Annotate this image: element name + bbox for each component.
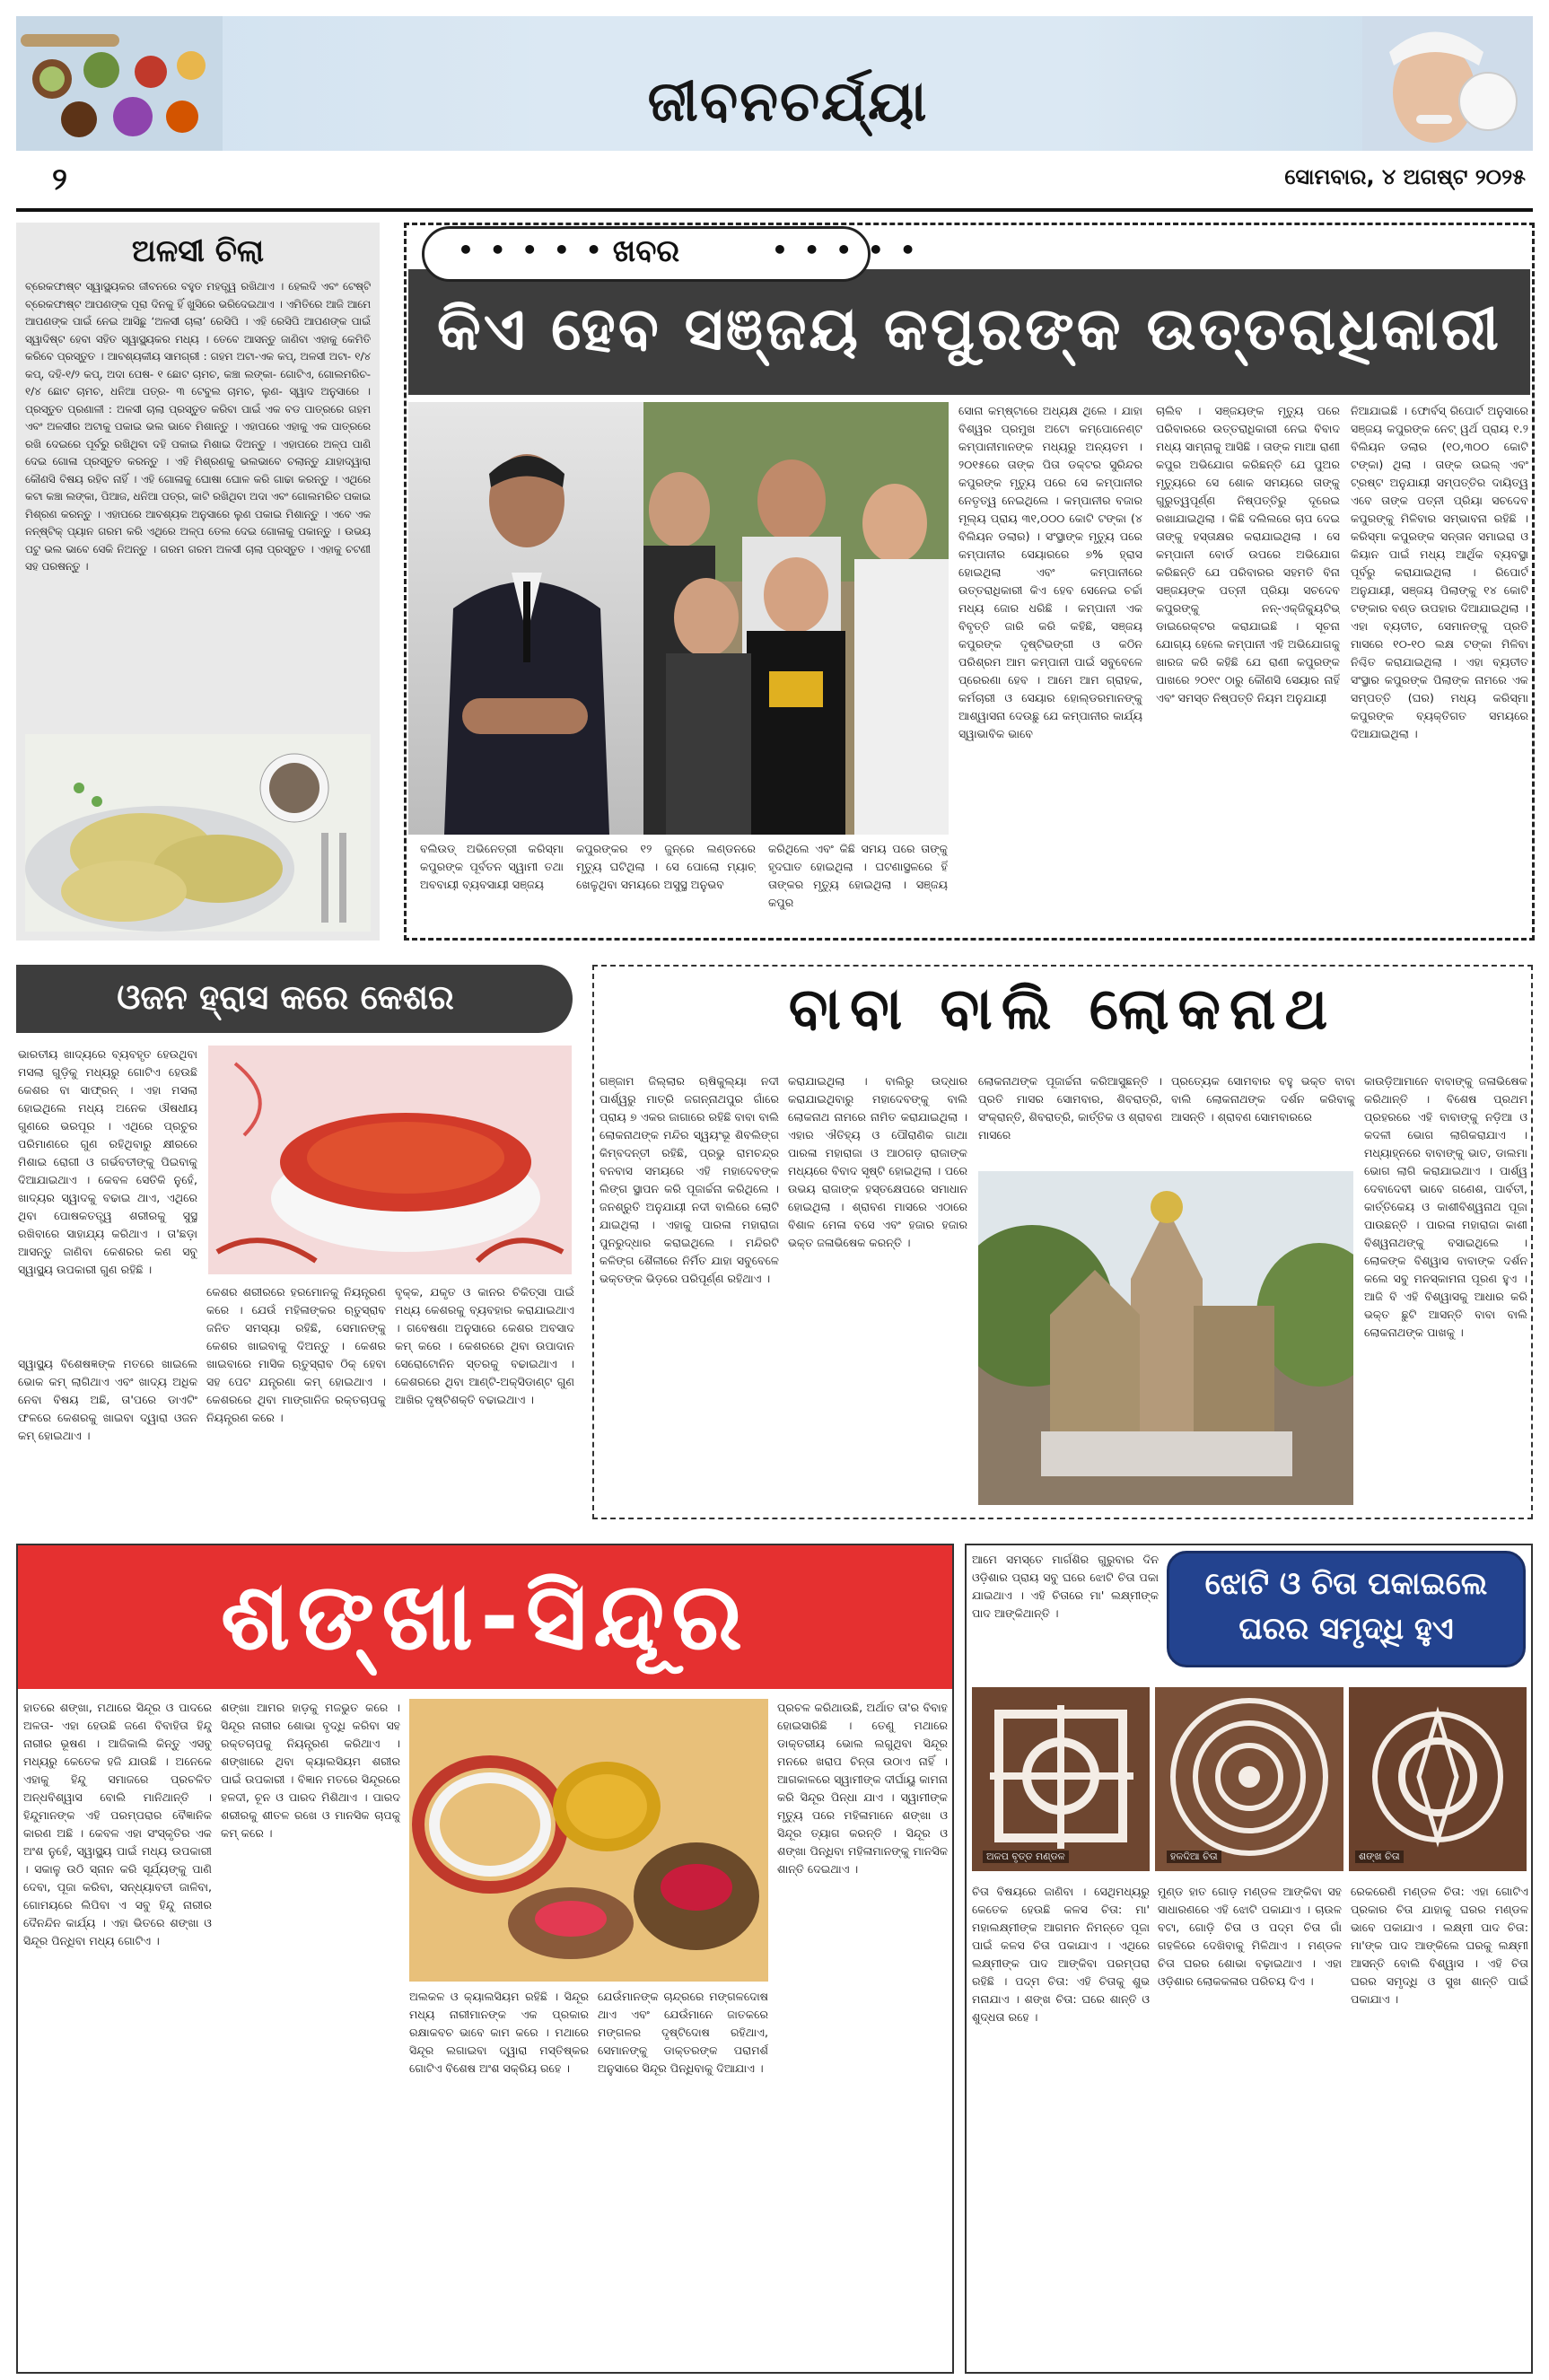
shankha-sindura-title: ଶଙ୍ଖା-ସିନ୍ଦୂର [220, 1562, 750, 1671]
saffron-photo [208, 1046, 572, 1274]
food-illustration [16, 16, 223, 151]
news-caption-column-c: କରିଥିଲେ ଏବଂ କିଛି ସମୟ ପରେ ତାଙ୍କୁ ହୃଦଘାତ ହୋଇଥିଲା । ଘଟଣାସ୍ଥଳରେ ହିଁ ତାଙ୍କର ମୃତ୍ୟୁ ହୋଇଥିଲା । ସଞ୍ଜୟ କପୁର [768, 842, 948, 909]
jhoti-photo-caption-2: ହଳଦିଆ ଚିତା [1167, 1851, 1221, 1863]
kesar-column-middle: କେଶର ଶରୀରରେ ହରମୋନକୁ ନିୟନ୍ତ୍ରଣ କରେ । ଯେଉଁ ମହିଳାଙ୍କର ଋତୁସ୍ରାବ ଜନିତ ସମସ୍ୟା ରହିଛି, ସେମାନଙ୍କୁ କେଶର ଖାଇବାକୁ ଦିଅନ୍ତୁ । କେଶର ଖାଇବାରେ ମାସିକ ଋତୁସ୍ରାବ ଠିକ୍‌ ହେବା ସହ ପେଟ ଯନ୍ତ୍ରଣା କମ୍‌ ହୋଇଥାଏ । କେଶରରେ ଥିବା ମାଙ୍ଗାନିଜ ରକ୍ତଚାପକୁ ନିୟନ୍ତ୍ରଣ କରେ । [206, 1285, 386, 1424]
alsi-chila-section [16, 223, 380, 941]
jhoti-title-line-2: ଘରର ସମୃଦ୍ଧି ହୁଏ [1238, 1611, 1454, 1647]
news-headline: କିଏ ହେବ ସଞ୍ଜୟ କପୁରଙ୍କ ଉତ୍ତରାଧିକାରୀ [437, 294, 1501, 363]
alsi-title: ଅଳସୀ ଚିଲା [131, 233, 265, 269]
jhoti-column-2: ମୁଣ୍ଡ ହାତ ଗୋଡ଼ ମଣ୍ଡଳ ଆଙ୍କିବା ସହ ସାଧାରଣରେ ଏହି ଝୋଟି ପକାଯାଏ । ଚାଉଳ ବଟା, ଗୋଡ଼ି ଚିତା ଓ ପଦ୍ମ ଚିତା ଗାଁ ଗହଳିରେ ଦେଖିବାକୁ ମିଳିଥାଏ । ମଣ୍ଡଳ ଚିତା ଘରର ଶୋଭା ବଢ଼ାଇଥାଏ । ଏହା ଓଡ଼ିଶାର ଲୋକକଳାର ପରିଚୟ ଦିଏ । [1158, 1885, 1342, 1988]
kicker-dots-left: • • • • • [458, 235, 606, 265]
baba-column-1: ଗଞ୍ଜାମ ଜିଲ୍ଲାର ଋଷିକୁଲ୍ୟା ନଦୀ ପାର୍ଶ୍ୱରୁ ମାତ୍ରି ଜଗନ୍ନାଥପୁର ଗାଁରେ ପ୍ରାୟ ୭ ଏକର ଜାଗାରେ ରହିଛି ବାବା ବାଲି ଲୋକନାଥଙ୍କ ମନ୍ଦିର ସ୍ୱୟଂଭୂ ଶିବଲିଙ୍ଗ କିମ୍ବଦନ୍ତୀ ରହିଛି, ପ୍ରଭୁ ରାମଚନ୍ଦ୍ର ବନବାସ ସମୟରେ ଏହି ମହାଦେବଙ୍କ ଲିଙ୍ଗ ସ୍ଥାପନ କରି ପୂଜାର୍ଚ୍ଚନା କରିଥିଲେ । ଜନଶ୍ରୁତି ଅନୁଯାୟୀ ନଦୀ ବାଲିରେ ଲୋଟି ଯାଇଥିଲା । ଏହାକୁ ପାରଳା ମହାରାଜା ପୁନରୁଦ୍ଧାର କରାଇଥିଲେ । ମନ୍ଦିରଟି କଳିଙ୍ଗ ଶୈଳୀରେ ନିର୍ମିତ ଯାହା ସବୁବେଳେ ଭକ୍ତଙ୍କ ଭିଡ଼ରେ ପରିପୂର୍ଣ୍ଣ ରହିଥାଏ । [599, 1074, 779, 1285]
jhoti-column-3: ରେକରେଣି ମଣ୍ଡଳ ଚିତା: ଏହା ଗୋଟିଏ ପ୍ରକାର ଚିତା ଯାହାକୁ ଘରର ମଣ୍ଡଳ ଭାବେ ପକାଯାଏ । ଲକ୍ଷ୍ମୀ ପାଦ ଚିତା: ମା'ଙ୍କ ପାଦ ଆଙ୍କିଲେ ଘରକୁ ଲକ୍ଷ୍ମୀ ଆସନ୍ତି ବୋଲି ବିଶ୍ୱାସ । ଏହି ଚିତା ଘରର ସମୃଦ୍ଧି ଓ ସୁଖ ଶାନ୍ତି ପାଇଁ ପକାଯାଏ । [1351, 1885, 1528, 2006]
section-title: ଜୀବନଚର୍ଯ୍ୟା [647, 68, 929, 134]
baba-column-4: ପ୍ରତ୍ୟେକ ସୋମବାର ବହୁ ଭକ୍ତ ବାବା ବାଲି ଲୋକନାଥଙ୍କ ଦର୍ଶନ କରିବାକୁ ଆସନ୍ତି । ଶ୍ରାବଣ ସୋମବାରରେ [1171, 1074, 1355, 1124]
alsi-text: ବ୍ରେକଫାଷ୍ଟ ସ୍ୱାସ୍ଥ୍ୟକର ଜୀବନରେ ବହୁତ ମହତ୍ତ୍ୱ ରଖିଥାଏ । ହେଲଦି ଏବଂ ଟେଷ୍ଟି ବ୍ରେକଫାଷ୍ଟ ଆପଣଙ୍କ ପୂରା ଦିନକୁ ହିଁ ଖୁସିରେ ଭରିଦେଇଥାଏ । ଏମିତିରେ ଆଜି ଆମେ ଆପଣଙ୍କ ପାଇଁ ନେଇ ଆସିଛୁ ‘ଅଳସୀ ଚାଲା’ ରେସିପି । ଏହି ରେସିପି ଆପଣଙ୍କ ପାଇଁ ସ୍ୱାଦିଷ୍ଟ ହେବା ସହିତ ସ୍ୱାସ୍ଥ୍ୟକର ମଧ୍ୟ । ତେବେ ଆସନ୍ତୁ ଜାଣିବା ଏହାକୁ କେମିତି କରିବେ ପ୍ରସ୍ତୁତ । ଆବଶ୍ୟକୀୟ ସାମଗ୍ରୀ : ଗହମ ଅଟା-ଏକ କପ୍‌, ଅଳସୀ ଅଟା- ୧/୪ କପ୍‌, ଦହି-୧/୨ କପ୍‌, ଅଦା ପେଷ- ୧ ଛୋଟ ଚାମଚ, କଞ୍ଚା ଲଙ୍କା- ଗୋଟିଏ, ଗୋଲମରିଚ- ୧/୪ ଛୋଟ ଚାମଚ, ଧନିଆ ପତ୍ର- ୩ ଟେବୁଲ ଚାମଚ, ଲୁଣ- ସ୍ୱାଦ ଅନୁସାରେ । ପ୍ରସ୍ତୁତ ପ୍ରଣାଳୀ : ଅଳସୀ ଚାଲା ପ୍ରସ୍ତୁତ କରିବା ପାଇଁ ଏକ ବଡ ପାତ୍ରରେ ଗହମ ଏବଂ ଅଳସୀର ଅଟାକୁ ପକାଇ ଭଲ ଭାବେ ମିଶାନ୍ତୁ । ଏହାପରେ ଏହାକୁ ଏକ ପାତ୍ରରେ ରଖି ଦେଇରେ ପୂର୍ବରୁ ରଖିଥିବା ଦହି ପକାଇ ମିଶାଇ ଦିଅନ୍ତୁ । ଏହାପରେ ଅଳ୍ପ ପାଣି ଦେଇ ଗୋଳା ପ୍ରସ୍ତୁତ କରନ୍ତୁ । ଏହି ମିଶ୍ରଣକୁ ଭଲଭାବେ ଚଲାନ୍ତୁ ଯାହାଦ୍ୱାରା କୌଣସି ବିଷୟ ରହିବ ନାହିଁ । ଏହି ଗୋଳାକୁ ଘୋଷା ଘୋଳ କରି ଗାଢା କରନ୍ତୁ । ଏଥିରେ କଟା କଞ୍ଚା ଲଙ୍କା, ପିଆଜ, ଧନିଆ ପତ୍ର, କାଟି ରଖିଥିବା ଅଦା ଏବଂ ଗୋଲମରିଚ ପକାଇ ମିଶ୍ରଣ କରନ୍ତୁ । ଏହାପରେ ଆବଶ୍ୟକ ଅନୁସାରେ ଲୁଣ ପକାଇ ମିଶାନ୍ତୁ । ଏବେ ଏକ ନନ୍‌ଷ୍ଟିକ୍‌ ପ୍ୟାନ ଗରମ କରି ଏଥିରେ ଅଳ୍ପ ତେଲ ଦେଇ ଗୋଳାକୁ ପକାନ୍ତୁ । ଉଭୟ ପଟୁ ଭଲ ଭାବେ ସେକି ନିଅନ୍ତୁ । ଗରମ ଗରମ ଅଳସୀ ଚାଲା ପ୍ରସ୍ତୁତ । ଏହାକୁ ଚଟଣୀ ସହ ପରଷନ୍ତୁ । [25, 280, 371, 573]
jhoti-photo-caption-1: ଅଳପ ବୃତ୍ତ ମଣ୍ଡଳ [983, 1851, 1069, 1863]
baba-lokanath-title: ବାବା ବାଲି ଲୋକନାଥ [788, 976, 1337, 1043]
shankha-column-3: ଅଲକଳ ଓ କ୍ୟାଲସିୟମ ରହିଛି । ସିନ୍ଦୂର ମଧ୍ୟ ନାରୀମାନଙ୍କ ଏକ ପ୍ରକାର ରକ୍ଷାକବଚ ଭାବେ କାମ କରେ । ମଥାରେ ସିନ୍ଦୂର ଲଗାଇବା ଦ୍ୱାରା ମସ୍ତିଷ୍କର ଗୋଟିଏ ବିଶେଷ ଅଂଶ ସକ୍ରିୟ ରହେ । [409, 1990, 589, 2075]
kesar-column-right: ବୃକ୍କ, ଯକୃତ ଓ କାନର ଚିକିତ୍ସା ପାଇଁ ମଧ୍ୟ କେଶରକୁ ବ୍ୟବହାର କରାଯାଇଥାଏ । ଗବେଷଣା ଅନୁସାରେ କେଶର ଅବସାଦ କମ୍‌ କରେ । କେଶରରେ ଥିବା ଉପାଦାନ ସେରୋଟୋନିନ ସ୍ତରକୁ ବଢାଇଥାଏ । କେଶରରେ ଥିବା ଆଣ୍ଟି-ଅକ୍ସିଡାଣ୍ଟ ଗୁଣ ଆଖିର ଦୃଷ୍ଟିଶକ୍ତି ବଢାଇଥାଏ । [395, 1285, 574, 1406]
shankha-column-1: ହାତରେ ଶଙ୍ଖା, ମଥାରେ ସିନ୍ଦୂର ଓ ପାଦରେ ଅଳତା- ଏହା ହେଉଛି ଜଣେ ବିବାହିତା ହିନ୍ଦୁ ନାରୀର ଭୂଷଣ । ଆଜିକାଲି କିନ୍ତୁ ଏସବୁ ମଧ୍ୟରୁ କେତେକ ହଜି ଯାଉଛି । ଅନେକେ ଏହାକୁ ହିନ୍ଦୁ ସମାଜରେ ପ୍ରଚଳିତ ଅନ୍ଧବିଶ୍ୱାସ ବୋଲି ମାନିଥାନ୍ତି । ହିନ୍ଦୁମାନଙ୍କ ଏହି ପରମ୍ପରାର ବୈଜ୍ଞାନିକ କାରଣ ଅଛି । କେବଳ ଏହା ସଂସ୍କୃତିର ଏକ ଅଂଶ ନୁହେଁ, ସ୍ୱାସ୍ଥ୍ୟ ପାଇଁ ମଧ୍ୟ ଉପକାରୀ । ସକାଳୁ ଉଠି ସ୍ନାନ କରି ସୂର୍ଯ୍ୟଙ୍କୁ ପାଣି ଦେବା, ପୂଜା କରିବା, ସନ୍ଧ୍ୟାବତୀ ଜାଳିବା, ଗୋମୟରେ ଲିପିବା ଏ ସବୁ ହିନ୍ଦୁ ନାରୀର ଦୈନନ୍ଦିନ କାର୍ଯ୍ୟ । ଏହା ଭିତରେ ଶଙ୍ଖା ଓ ସିନ୍ଦୂର ପିନ୍ଧିବା ମଧ୍ୟ ଗୋଟିଏ । [23, 1701, 212, 1947]
bangles-sindoor-photo [409, 1699, 768, 1982]
baba-column-5: କାଉଡ଼ିଆମାନେ ବାବାଙ୍କୁ ଜଳାଭିଷେକ କରିଥାନ୍ତି । ବିଶେଷ ପ୍ରଥମ ପ୍ରହରରେ ଏହି ବାବାଙ୍କୁ ନଡ଼ିଆ ଓ କଦଳୀ ଭୋଗ ଲାଗିକରାଯାଏ । ମଧ୍ୟାହ୍ନରେ ବାବାଙ୍କୁ ଭାତ, ଡାଲମା ଭୋଗ ଲାଗି କରାଯାଇଥାଏ । ପାର୍ଶ୍ୱ ଦେବାଦେବୀ ଭାବେ ଗଣେଶ, ପାର୍ବତୀ, କାର୍ତ୍ତିକେୟ ଓ କାଶୀବିଶ୍ୱନାଥ ପୂଜା ପାଉଛନ୍ତି । ପାରଳା ମହାରାଜା କାଶୀ ବିଶ୍ୱନାଥଙ୍କୁ ବସାଇଥିଲେ । ଲୋକଙ୍କ ବିଶ୍ୱାସ ବାବାଙ୍କ ଦର୍ଶନ କଲେ ସବୁ ମନସ୍କାମନା ପୂରଣ ହୁଏ । ଆଜି ବି ଏହି ବିଶ୍ୱାସକୁ ଆଧାର କରି ଭକ୍ତ ଛୁଟି ଆସନ୍ତି ବାବା ବାଲି ଲୋକନାଥଙ୍କ ପାଖକୁ । [1364, 1074, 1527, 1339]
jhoti-pattern-photo-1 [972, 1687, 1150, 1871]
kicker-label: ଖବର [612, 233, 680, 269]
shankha-column-2: ଶଙ୍ଖା ଆମର ହାଡ଼କୁ ମଜଭୁତ କରେ । ସିନ୍ଦୂର ନାରୀର ଶୋଭା ବୃଦ୍ଧି କରିବା ସହ ରକ୍ତଚାପକୁ ନିୟନ୍ତ୍ରଣ କରିଥାଏ । ଶଙ୍ଖାରେ ଥିବା କ୍ୟାଲସିୟମ ଶରୀର ପାଇଁ ଉପକାରୀ । ବିଜ୍ଞାନ ମତରେ ସିନ୍ଦୂରରେ ହଳଦୀ, ଚୂନ ଓ ପାରଦ ମିଶିଥାଏ । ପାରଦ ଶରୀରକୁ ଶୀତଳ ରଖେ ଓ ମାନସିକ ଚାପକୁ କମ୍‌ କରେ । [221, 1701, 400, 1840]
header-rule [16, 208, 1533, 212]
issue-date: ସୋମବାର, ୪ ଅଗଷ୍ଟ ୨୦୨୫ [1284, 164, 1526, 189]
shankha-column-4: ଯେଉଁମାନଙ୍କ ଚାନ୍ଦ୍ରରେ ମଙ୍ଗଳଦୋଷ ଥାଏ ଏବଂ ଯେଉଁମାନେ ଜାତକରେ ମଙ୍ଗଳର ଦୃଷ୍ଟିଦୋଷ ରହିଥାଏ, ସେମାନଙ୍କୁ ଡାକ୍ତରଙ୍କ ପରାମର୍ଶ ଅନୁସାରେ ସିନ୍ଦୂର ପିନ୍ଧିବାକୁ ଦିଆଯାଏ । [598, 1990, 768, 2075]
masthead-banner [16, 16, 1533, 151]
jhoti-pattern-photo-2 [1155, 1687, 1343, 1871]
news-column-2: ଚାଲିବ । ସଞ୍ଜୟଙ୍କ ମୃତ୍ୟୁ ପରେ ପରିବାରରେ ଉତ୍ତରାଧିକାରୀ ନେଇ ବିବାଦ ମଧ୍ୟ ସାମ୍ନାକୁ ଆସିଛି । ତାଙ୍କ ମାଆ ରାଣୀ କପୁର ଅଭିଯୋଗ କରିଛନ୍ତି ଯେ ପୁଅର ମୃତ୍ୟୁରେ ସେ ଶୋକ ସମୟରେ ତାଙ୍କୁ ଗୁରୁତ୍ୱପୂର୍ଣ୍ଣ ନିଷ୍ପତ୍ତିରୁ ଦୂରେଇ ରଖାଯାଇଥିଲା । କିଛି ଦଲିଲରେ ଚାପ ଦେଇ ତାଙ୍କୁ ହସ୍ତାକ୍ଷର କରାଯାଇଥିଲା । ସେ କମ୍ପାନୀ ବୋର୍ଡ ଉପରେ ଅଭିଯୋଗ କରିଛନ୍ତି ଯେ ପରିବାରର ସହମତି ବିନା ସଞ୍ଜୟଙ୍କ ପତ୍ନୀ ପ୍ରିୟା ସଚଦେବ କପୁରଙ୍କୁ ନନ୍‌-ଏକ୍ଜିକ୍ୟୁଟିଭ୍‌ ଡାଇରେକ୍ଟର କରାଯାଇଛି । ସୂଚନା ଯୋଗ୍ୟ ହେଲେ କମ୍ପାନୀ ଏହି ଅଭିଯୋଗକୁ ଖାରଜ କରି କହିଛି ଯେ ରାଣୀ କପୁରଙ୍କ ପାଖରେ ୨୦୧୯ ଠାରୁ କୌଣସି ସେୟାର ନାହିଁ ଏବଂ ସମସ୍ତ ନିଷ୍ପତ୍ତି ନିୟମ ଅନୁଯାୟୀ [1156, 404, 1340, 704]
jhoti-photo-caption-3: ଶଙ୍ଖ ଚିତା [1355, 1851, 1404, 1863]
model-photo [1362, 16, 1533, 151]
shankha-column-5: ପ୍ରଚଳ କରିଥାଉଛି, ଅର୍ଥାତ ତା'ର ବିବାହ ହୋଇସାରିଛି । ତେଣୁ ମଥାରେ ଡାକ୍ତରୀୟ ଭୋଲ ଲଗୁଥିବା ସିନ୍ଦୂର ମନରେ ଖରାପ ଚିନ୍ତା ଉଠାଏ ନାହିଁ । ଆଗକାଳରେ ସ୍ୱାମୀଙ୍କ ଦୀର୍ଘାୟୁ କାମନା କରି ସିନ୍ଦୂର ପିନ୍ଧା ଯାଏ । ସ୍ୱାମୀଙ୍କ ମୃତ୍ୟୁ ପରେ ମହିଳାମାନେ ଶଙ୍ଖା ଓ ସିନ୍ଦୂର ତ୍ୟାଗ କରନ୍ତି । ସିନ୍ଦୂର ଓ ଶଙ୍ଖା ପିନ୍ଧିବା ମହିଳାମାନଙ୍କୁ ମାନସିକ ଶାନ୍ତି ଦେଇଥାଏ । [777, 1701, 948, 1876]
alsi-chila-photo [25, 734, 371, 932]
jhoti-pattern-photo-3 [1349, 1687, 1527, 1871]
page-number: ୨ [52, 162, 67, 197]
baba-column-2: କରାଯାଇଥିଲା । ବାଲିରୁ ଉଦ୍ଧାର କରାଯାଇଥିବାରୁ ମହାଦେବଙ୍କୁ ବାଲି ଲୋକନାଥ ନାମରେ ନାମିତ କରାଯାଇଥିଲା । ଏହାର ଐତିହ୍ୟ ଓ ପୌରାଣିକ ଗାଥା ପାରଳା ମହାରାଜା ଓ ଆଠଗଡ଼ ରାଜାଙ୍କ ମଧ୍ୟରେ ବିବାଦ ସୃଷ୍ଟି ହୋଇଥିଲା । ପରେ ଉଭୟ ରାଜାଙ୍କ ହସ୍ତକ୍ଷେପରେ ସମାଧାନ ହୋଇଥିଲା । ଶ୍ରାବଣ ମାସରେ ଏଠାରେ ବିଶାଳ ମେଳା ବସେ ଏବଂ ହଜାର ହଜାର ଭକ୍ତ ଜଳାଭିଷେକ କରନ୍ତି । [788, 1074, 967, 1249]
kesar-column-left-bottom: ସ୍ୱାସ୍ଥ୍ୟ ବିଶେଷଜ୍ଞଙ୍କ ମତରେ ଖାଇଲେ ଭୋକ କମ୍‌ ଲାଗିଥାଏ ଏବଂ ଖାଦ୍ୟ ଅଧିକ ନେବା ବିଷୟ ଅଛି, ତା'ପରେ ଡାଏଟିଂ ଫଳରେ କେଶରକୁ ଖାଇବା ଦ୍ୱାରା ଓଜନ କମ୍‌ ହୋଇଥାଏ । [18, 1357, 197, 1442]
baba-column-3: ଲୋକନାଥଙ୍କ ପୂଜାର୍ଚ୍ଚନା କରିଆସୁଛନ୍ତି । ପ୍ରତି ମାସର ସୋମବାର, ଶିବରାତ୍ରି, ସଂକ୍ରାନ୍ତି, ଶିବରାତ୍ରି, କାର୍ତ୍ତିକ ଓ ଶ୍ରାବଣ ମାସରେ [978, 1074, 1162, 1142]
news-caption-column-b: କପୁରଙ୍କର ୧୨ ଜୁନ୍‌ରେ ଲଣ୍ଡନରେ ମୃତ୍ୟୁ ଘଟିଥିଲା । ସେ ପୋଲୋ ମ୍ୟାଚ୍‌ ଖେଳୁଥିବା ସମୟରେ ଅସୁସ୍ଥ ଅନୁଭବ [576, 842, 756, 891]
jhoti-title-line-1: ଝୋଟି ଓ ଚିତା ପକାଇଲେ [1204, 1566, 1488, 1602]
kesar-column-left-top: ଭାରତୀୟ ଖାଦ୍ୟରେ ବ୍ୟବହୃତ ହେଉଥିବା ମସଲା ଗୁଡ଼ିକୁ ମଧ୍ୟରୁ ଗୋଟିଏ ହେଉଛି କେଶର ବା ସାଫ୍ରନ୍‌ । ଏହା ମସଲା ହୋଇଥିଲେ ମଧ୍ୟ ଅନେକ ଔଷଧୀୟ ଗୁଣରେ ଭରପୂର । ଏଥିରେ ପ୍ରଚୁର ପରିମାଣରେ ଗୁଣ ରହିଥିବାରୁ କ୍ଷୀରରେ ମିଶାଇ ରୋଗୀ ଓ ଗର୍ଭବତୀଙ୍କୁ ପିଇବାକୁ ଦିଆଯାଇଥାଏ । କେବଳ ସେତିକି ନୁହେଁ, ଖାଦ୍ୟର ସ୍ୱାଦକୁ ବଢାଇ ଥାଏ, ଏଥିରେ ଥିବା ପୋଷକତତ୍ତ୍ୱ ଶରୀରକୁ ସୁସ୍ଥ ରଖିବାରେ ସାହାଯ୍ୟ କରିଥାଏ । ତା'ଛଡ଼ା ଆସନ୍ତୁ ଜାଣିବା କେଶରର କଣ ସବୁ ସ୍ୱାସ୍ଥ୍ୟ ଉପକାରୀ ଗୁଣ ରହିଛି । [18, 1047, 197, 1276]
sanjay-kapur-photo [408, 402, 643, 835]
kesar-title: ଓଜନ ହ୍ରାସ କରେ କେଶର [117, 977, 454, 1017]
kapur-family-photo [643, 402, 949, 835]
temple-photo [978, 1171, 1353, 1505]
jhoti-intro: ଆମେ ସମସ୍ତେ ମାର୍ଗଶିର ଗୁରୁବାର ଦିନ ଓଡ଼ିଶାର ପ୍ରାୟ ସବୁ ଘରେ ଝୋଟି ଚିତା ପକା ଯାଇଥାଏ । ଏହି ଚିତାରେ ମା' ଲକ୍ଷ୍ମୀଙ୍କ ପାଦ ଆଙ୍କିଥାନ୍ତି । [972, 1553, 1159, 1620]
jhoti-column-1: ଚିତା ବିଷୟରେ ଜାଣିବା । ସେଥିମଧ୍ୟରୁ କେତେକ ହେଉଛି କଳସ ଚିତା: ମା' ମହାଲକ୍ଷ୍ମୀଙ୍କ ଆଗମନ ନିମନ୍ତେ ପୂଜା ପାଇଁ କଳସ ଚିତା ପକାଯାଏ । ଏଥିରେ ଲକ୍ଷ୍ମୀଙ୍କ ପାଦ ଆଙ୍କିବା ପରମ୍ପରା ରହିଛି । ପଦ୍ମ ଚିତା: ଏହି ଚିତାକୁ ଶୁଭ ମନାଯାଏ । ଶଙ୍ଖ ଚିତା: ଘରେ ଶାନ୍ତି ଓ ଶୁଦ୍ଧତା ରହେ । [972, 1885, 1150, 2024]
kicker-dots-right: • • • • • [772, 235, 920, 265]
news-column-1: ସୋନା କମ୍‌ଷ୍ଟାରେ ଅଧ୍ୟକ୍ଷ ଥିଲେ । ଯାହା ବିଶ୍ୱର ପ୍ରମୁଖ ଅଟୋ କମ୍ପୋନେଣ୍ଟ କମ୍ପାନୀମାନଙ୍କ ମଧ୍ୟରୁ ଅନ୍ୟତମ । ୨୦୧୫ରେ ତାଙ୍କ ପିତା ଡକ୍ଟର ସୁରିନ୍ଦର କପୁରଙ୍କ ମୃତ୍ୟୁ ପରେ ସେ କମ୍ପାନୀର ନେତୃତ୍ୱ ନେଇଥିଲେ । କମ୍ପାନୀର ବଜାର ମୂଲ୍ୟ ପ୍ରାୟ ୩୧,୦୦୦ କୋଟି ଟଙ୍କା (୪ ବିଲିୟନ ଡଲାର) । ସଂସ୍ଥାଙ୍କ ମୃତ୍ୟୁ ପରେ କମ୍ପାନୀର ସେୟାରରେ ୭% ହ୍ରାସ ହୋଇଥିଲା ଏବଂ କମ୍ପାନୀରେ ଉତ୍ତରାଧିକାରୀ କିଏ ହେବ ସେନେଇ ଚର୍ଚ୍ଚା ମଧ୍ୟ ଜୋର ଧରିଛି । କମ୍ପାନୀ ଏକ ବିବୃତ୍ତି ଜାରି କରି କହିଛି, ସଞ୍ଜୟ କପୁରଙ୍କ ଦୃଷ୍ଟିଭଙ୍ଗୀ ଓ କଠିନ ପରିଶ୍ରମ ଆମ କମ୍ପାନୀ ପାଇଁ ସବୁବେଳେ ପ୍ରେରଣା ହେବ । ଆମେ ଆମ ଗ୍ରାହକ, କର୍ମଚାରୀ ଓ ସେୟାର ହୋଲ୍ଡରମାନଙ୍କୁ ଆଶ୍ୱାସନା ଦେଉଛୁ ଯେ କମ୍ପାନୀର କାର୍ଯ୍ୟ ସ୍ୱାଭାବିକ ଭାବେ [958, 404, 1142, 740]
news-column-3: ନିଆଯାଇଛି । ଫୋର୍ବସ୍‌ ରିପୋର୍ଟ ଅନୁସାରେ ସଞ୍ଜୟ କପୁରଙ୍କ ନେଟ୍‌ ୱର୍ଥ ପ୍ରାୟ ୧.୨ ବିଲିୟନ ଡଲାର (୧୦,୩୦୦ କୋଟି ଟଙ୍କା) ଥିଲା । ତାଙ୍କ ଉଇଲ୍‌ ଏବଂ ଟ୍ରଷ୍ଟ ଅନୁଯାୟୀ ସମ୍ପତ୍ତିର ଦାୟିତ୍ୱ ଏବେ ତାଙ୍କ ପତ୍ନୀ ପ୍ରିୟା ସଚଦେବ କପୁରଙ୍କୁ ମିଳିବାର ସମ୍ଭାବନା ରହିଛି । କରିସ୍ମା କପୁରଙ୍କ ସନ୍ତାନ ସମାଇରା ଓ କିୟାନ ପାଇଁ ମଧ୍ୟ ଆର୍ଥିକ ବ୍ୟବସ୍ଥା ପୂର୍ବରୁ କରାଯାଇଥିଲା । ରିପୋର୍ଟ ଅନୁଯାୟୀ, ସଞ୍ଜୟ ପିଲାଙ୍କୁ ୧୪ କୋଟି ଟଙ୍କାର ବଣ୍ଡ ଉପହାର ଦିଆଯାଇଥିଲା । ଏହା ବ୍ୟତୀତ, ସେମାନଙ୍କୁ ପ୍ରତି ମାସରେ ୧୦-୧୦ ଲକ୍ଷ ଟଙ୍କା ମିଳିବା ନିଶ୍ଚିତ କରାଯାଇଥିଲା । ଏହା ବ୍ୟତୀତ ସଂସ୍ଥାର କପୁରଙ୍କ ପିଲାଙ୍କ ନାମରେ ଏକ ସମ୍ପତ୍ତି (ଘର) ମଧ୍ୟ କରିସ୍ମା କପୁରଙ୍କ ବ୍ୟକ୍ତିଗତ ସମୟରେ ଦିଆଯାଇଥିଲା । [1351, 404, 1528, 740]
news-caption-column-a: ବଲିଉଡ୍‌ ଅଭିନେତ୍ରୀ କରିସ୍ମା କପୁରଙ୍କ ପୂର୍ବତନ ସ୍ୱାମୀ ତଥା ଅବବାୟୀ ବ୍ୟବସାୟୀ ସଞ୍ଜୟ [420, 842, 564, 891]
